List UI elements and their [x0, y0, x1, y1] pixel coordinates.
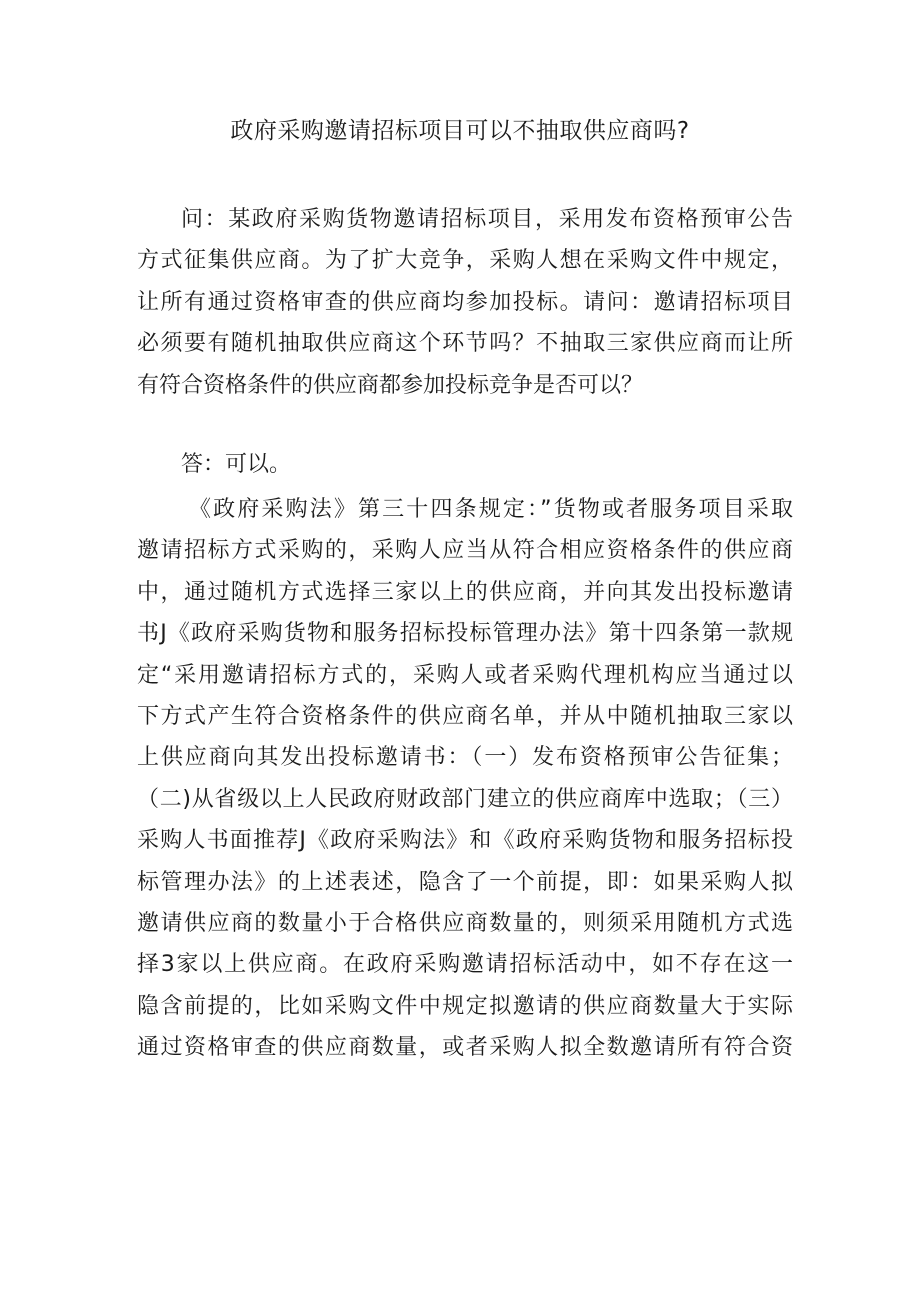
text-line: 邀请招标方式采购的，采购人应当从符合相应资格条件的供应商: [137, 538, 793, 564]
text-line: 下方式产生符合资格条件的供应商名单，并从中随机抽取三家以: [137, 703, 793, 729]
answer-paragraph: [137, 444, 793, 485]
text-line: 择3家以上供应商。在政府采购邀请招标活动中，如不存在这一: [137, 952, 793, 978]
text-line: （二)从省级以上人民政府财政部门建立的供应商库中选取；（三）: [137, 786, 793, 812]
text-line: 《政府采购法》第三十四条规定：”货物或者服务项目采取: [189, 497, 793, 522]
text-line: 书J《政府采购货物和服务招标投标管理办法》第十四条第一款规: [137, 621, 793, 647]
text-line: 标管理办法》的上述表述，隐含了一个前提，即：如果采购人拟: [137, 869, 793, 895]
text-line: 隐含前提的，比如采购文件中规定拟邀请的供应商数量大于实际: [137, 993, 793, 1019]
text-line: 邀请供应商的数量小于合格供应商数量的，则须采用随机方式选: [137, 910, 793, 936]
text-line: 通过资格审查的供应商数量，或者采购人拟全数邀请所有符合资: [137, 1035, 793, 1061]
explanation-paragraph: [137, 489, 793, 1068]
text-line: 中，通过随机方式选择三家以上的供应商，并向其发出投标邀请: [137, 579, 793, 605]
text-line: 必须要有随机抽取供应商这个环节吗？不抽取三家供应商而让所: [137, 331, 793, 357]
question-paragraph: [137, 199, 793, 406]
text-line: 有符合资格条件的供应商都参加投标竞争是否可以？: [137, 372, 644, 398]
text-line: 方式征集供应商。为了扩大竞争，采购人想在采购文件中规定，: [137, 248, 793, 274]
text-line: 问：某政府采购货物邀请招标项目，采用发布资格预审公告: [181, 207, 793, 232]
page-title: 政府采购邀请招标项目可以不抽取供应商吗?: [230, 118, 690, 144]
text-line: 上供应商向其发出投标邀请书：（一）发布资格预审公告征集；: [137, 745, 793, 771]
text-line: 让所有通过资格审查的供应商均参加投标。请问：邀请招标项目: [137, 289, 793, 315]
text-line: 采购人书面推荐J《政府采购法》和《政府采购货物和服务招标投: [137, 828, 793, 854]
text-line: 定“采用邀请招标方式的，采购人或者采购代理机构应当通过以: [137, 662, 793, 688]
answer-text: 答：可以。: [181, 452, 292, 477]
